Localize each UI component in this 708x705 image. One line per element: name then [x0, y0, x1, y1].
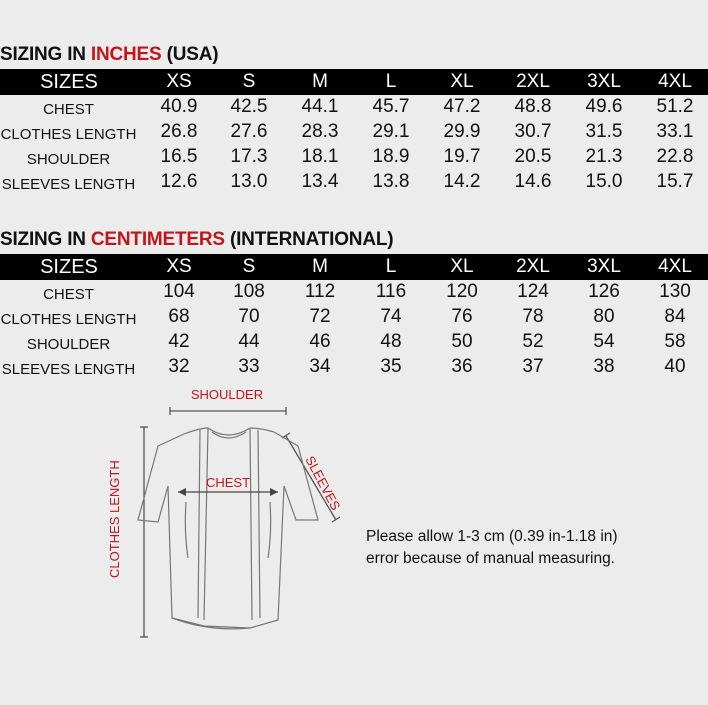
- centimeters-header-size-xl: XL: [450, 256, 474, 277]
- centimeters-header-size-l: L: [385, 256, 397, 277]
- inches-header-size-s: S: [242, 71, 256, 92]
- inches-section-title: SIZING IN INCHES (USA): [0, 44, 219, 65]
- measurement-value: 130: [659, 281, 691, 302]
- measurement-value: 74: [380, 306, 402, 327]
- measurement-value: 40.9: [160, 96, 198, 117]
- measurement-value: 17.3: [230, 146, 268, 167]
- measurement-value: 28.3: [301, 121, 339, 142]
- measurement-value: 35: [380, 356, 402, 377]
- shoulder-label: SHOULDER: [190, 387, 264, 402]
- kimono-outline: [138, 428, 318, 629]
- measurement-value: 68: [168, 306, 190, 327]
- inches-header-size-m: M: [312, 71, 328, 92]
- measurement-value: 22.8: [656, 146, 694, 167]
- measurement-value: 15.0: [585, 171, 623, 192]
- centimeters-table-row: [0, 355, 708, 380]
- measurement-value: 72: [309, 306, 331, 327]
- row-label: CHEST: [43, 286, 94, 303]
- measurement-value: 16.5: [160, 146, 198, 167]
- measurement-value: 112: [304, 281, 336, 302]
- chest-label: CHEST: [205, 475, 251, 490]
- measurement-value: 78: [522, 306, 544, 327]
- measurement-value: 49.6: [585, 96, 623, 117]
- measurement-value: 54: [593, 331, 615, 352]
- measurement-value: 52: [522, 331, 544, 352]
- measurement-value: 12.6: [160, 171, 198, 192]
- sleeves-label: SLEEVES: [302, 453, 344, 513]
- measurement-value: 13.4: [301, 171, 339, 192]
- measurement-value: 21.3: [585, 146, 623, 167]
- row-label: SHOULDER: [26, 151, 111, 168]
- centimeters-table-row: [0, 280, 708, 305]
- measurement-value: 33: [238, 356, 260, 377]
- length-label: CLOTHES LENGTH: [107, 460, 122, 578]
- measurement-value: 58: [664, 331, 686, 352]
- inches-header-size-xs: XS: [166, 71, 192, 92]
- inches-header-size-xl: XL: [450, 71, 474, 92]
- measurement-value: 38: [593, 356, 615, 377]
- measurement-value: 48.8: [514, 96, 552, 117]
- measurement-value: 13.8: [372, 171, 410, 192]
- note-line-1: Please allow 1-3 cm (0.39 in-1.18 in): [366, 528, 618, 545]
- centimeters-header-size-4xl: 4XL: [658, 256, 692, 277]
- note-line-2: error because of manual measuring.: [366, 550, 615, 567]
- row-label: CHEST: [43, 101, 94, 118]
- measurement-value: 32: [168, 356, 190, 377]
- measurement-value: 124: [517, 281, 549, 302]
- inches-header-size-3xl: 3XL: [587, 71, 621, 92]
- centimeters-section-title: SIZING IN CENTIMETERS (INTERNATIONAL): [0, 229, 394, 250]
- inches-header-bar: [0, 69, 708, 95]
- centimeters-header-sizes-label: SIZES: [40, 256, 98, 278]
- centimeters-table-row: [0, 330, 708, 355]
- measurement-value: 37: [522, 356, 544, 377]
- measurement-value: 40: [664, 356, 686, 377]
- measurement-value: 104: [163, 281, 195, 302]
- measurement-value: 15.7: [656, 171, 694, 192]
- measurement-value: 14.2: [443, 171, 481, 192]
- measurement-value: 42: [168, 331, 190, 352]
- inches-table-row: [0, 120, 708, 145]
- inches-table-row: [0, 95, 708, 120]
- centimeters-header-size-2xl: 2XL: [516, 256, 550, 277]
- measurement-value: 30.7: [514, 121, 552, 142]
- row-label: SHOULDER: [26, 336, 111, 353]
- measurement-value: 18.1: [301, 146, 339, 167]
- inches-header-size-4xl: 4XL: [658, 71, 692, 92]
- measurement-value: 13.0: [230, 171, 268, 192]
- measurement-value: 51.2: [656, 96, 694, 117]
- measurement-value: 46: [309, 331, 331, 352]
- row-label: CLOTHES LENGTH: [0, 311, 137, 328]
- measurement-value: 50: [451, 331, 473, 352]
- centimeters-header-bar: [0, 254, 708, 280]
- measurement-value: 29.9: [443, 121, 481, 142]
- inches-header-size-2xl: 2XL: [516, 71, 550, 92]
- measurement-value: 36: [451, 356, 473, 377]
- measurement-value: 70: [238, 306, 260, 327]
- measurement-value: 48: [380, 331, 402, 352]
- inches-header-sizes-label: SIZES: [40, 71, 98, 93]
- measurement-value: 20.5: [514, 146, 552, 167]
- inches-table-row: [0, 170, 708, 195]
- measurement-value: 42.5: [230, 96, 268, 117]
- row-label: CLOTHES LENGTH: [0, 126, 137, 143]
- row-label: SLEEVES LENGTH: [1, 176, 136, 193]
- measurement-value: 29.1: [372, 121, 410, 142]
- centimeters-header-size-m: M: [312, 256, 328, 277]
- garment-measurement-diagram: [100, 382, 360, 644]
- measurement-value: 84: [664, 306, 686, 327]
- measurement-value: 44: [238, 331, 260, 352]
- measurement-value: 14.6: [514, 171, 552, 192]
- measurement-value: 76: [451, 306, 473, 327]
- measurement-note: [366, 526, 666, 570]
- measurement-value: 19.7: [443, 146, 481, 167]
- centimeters-table-row: [0, 305, 708, 330]
- centimeters-header-size-xs: XS: [166, 256, 192, 277]
- measurement-value: 126: [588, 281, 620, 302]
- centimeters-header-size-s: S: [242, 256, 256, 277]
- measurement-value: 18.9: [372, 146, 410, 167]
- measurement-value: 120: [446, 281, 478, 302]
- measurement-value: 44.1: [301, 96, 339, 117]
- measurement-value: 80: [593, 306, 615, 327]
- measurement-value: 26.8: [160, 121, 198, 142]
- inches-table-row: [0, 145, 708, 170]
- row-label: SLEEVES LENGTH: [1, 361, 136, 378]
- measurement-value: 47.2: [443, 96, 481, 117]
- measurement-value: 108: [233, 281, 265, 302]
- measurement-value: 33.1: [656, 121, 694, 142]
- centimeters-header-size-3xl: 3XL: [587, 256, 621, 277]
- measurement-value: 31.5: [585, 121, 623, 142]
- measurement-value: 27.6: [230, 121, 268, 142]
- inches-header-size-l: L: [385, 71, 397, 92]
- measurement-value: 34: [309, 356, 331, 377]
- measurement-value: 116: [375, 281, 407, 302]
- measurement-value: 45.7: [372, 96, 410, 117]
